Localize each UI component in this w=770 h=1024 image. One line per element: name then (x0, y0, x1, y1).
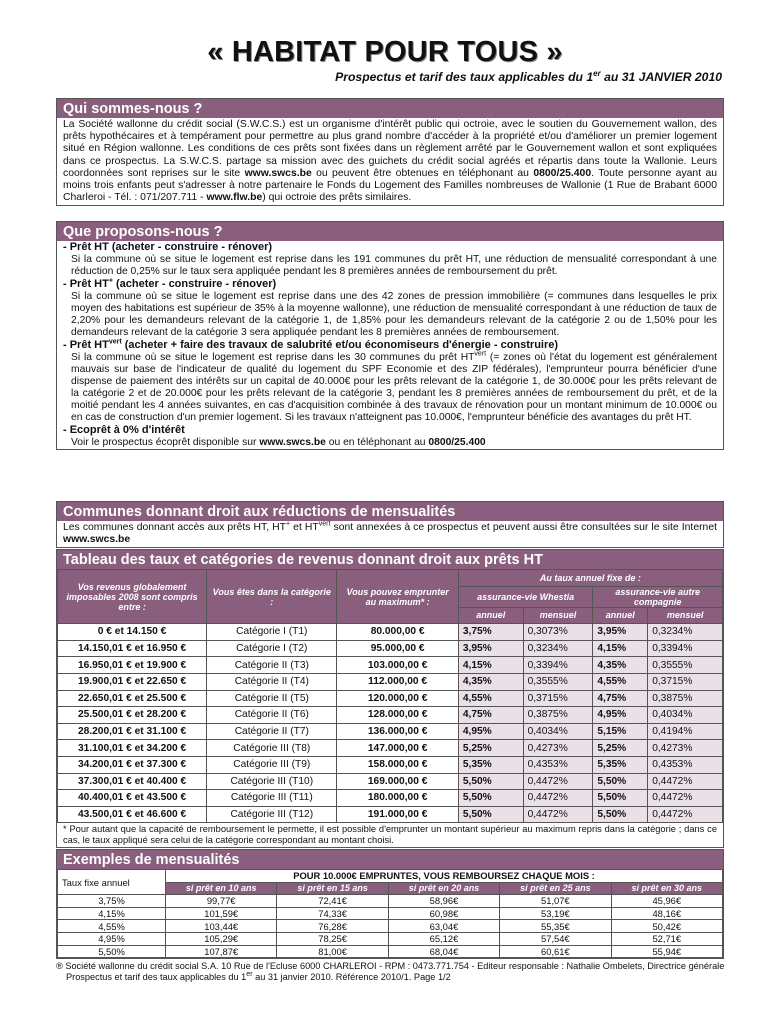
table-cell: 50,42€ (611, 920, 722, 933)
table-cell: 68,04€ (388, 945, 499, 958)
table-cell: 0,3555% (523, 673, 593, 690)
section-tableau (56, 549, 724, 848)
table-cell: 0,3555% (648, 657, 723, 674)
col-taux-fixe: Taux fixe annuel (58, 870, 166, 895)
table-cell: 0,4353% (648, 756, 723, 773)
footer (56, 961, 736, 983)
col-duration: si prêt en 10 ans (166, 882, 277, 895)
footer-line: Prospectus et tarif des taux applicables du 1er au 31 janvier 2010. Référence 2010/1. Page 1/2 (66, 970, 451, 982)
page-title: « HABITAT POUR TOUS » (207, 36, 563, 68)
table-cell: 0,3073% (523, 624, 593, 641)
col-mensuel: mensuel (648, 607, 723, 624)
section-heading: Qui sommes-nous ? (57, 99, 723, 118)
table-cell: 80.000,00 € (337, 624, 458, 641)
table-cell: 3,95% (593, 624, 648, 641)
table-row (58, 895, 723, 908)
table-cell: Catégorie I (T1) (207, 624, 337, 641)
item-title-ht: - Prêt HT (acheter - construire - rénover) (63, 241, 273, 253)
table-cell: 4,55% (458, 690, 523, 707)
table-cell: 4,55% (593, 673, 648, 690)
table-cell: 5,25% (593, 740, 648, 757)
table-cell: 51,07€ (500, 895, 611, 908)
table-cell: 5,50% (593, 806, 648, 823)
table-cell: 43.500,01 € et 46.600 € (58, 806, 207, 823)
table-cell: Catégorie II (T3) (207, 657, 337, 674)
table-row (58, 740, 723, 757)
table-cell: 3,75% (58, 895, 166, 908)
table-cell: Catégorie III (T12) (207, 806, 337, 823)
table-cell: 103,44€ (166, 920, 277, 933)
section-communes (56, 501, 724, 548)
table-cell: 28.200,01 € et 31.100 € (58, 723, 207, 740)
table-cell: 5,50% (593, 790, 648, 807)
item-title-htvert: - Prêt $HT^{vert}$ (acheter + faire des travaux de salubrité et/ou économiseurs d'énergie - construire) (63, 338, 559, 351)
table-cell: 14.150,01 € et 16.950 € (58, 640, 207, 657)
table-cell: 5,50% (458, 790, 523, 807)
table-row (58, 790, 723, 807)
item-body-htvert: Si la commune où se situe le logement est reprise dans les 30 communes du prêt $HT^{vert}$ (= zones où l'état du logement est généralement mauvais sur base de l'indicateur de qualité du logement du SPF Economie et des ZIP fédérales), l'emprunteur pourra bénéficier d'une dispense de paiement des intérêts sur un capital de 40.000€ pour les prêts relevant de la catégorie 1, de 30.000€ pour les prêts relevant de la catégorie 2 et de 20.000€ pour les prêts relevant de la catégorie 3, pendant les 8 premières années de remboursement du prêt, et de la moitié pendant les 4 années suivantes, en cas d'acquisition combinée à des travaux de rénovation pour un montant minimum de 10.000€ ou en cas de construction d'un premier logement. Si les travaux n'atteignent pas 10.000€, l'emprunteur bénéficie des avantages du prêt HT. (71, 350, 717, 423)
col-duration: si prêt en 15 ans (277, 882, 388, 895)
table-cell: 81,00€ (277, 945, 388, 958)
col-annuel: annuel (458, 607, 523, 624)
table-cell: 63,04€ (388, 920, 499, 933)
table-cell: 0,4034% (648, 707, 723, 724)
item-body-ht: Si la commune où se situe le logement est reprise dans les 191 communes du prêt HT, une réduction de mensualité correspondant à une réduction de 0,25% sur le taux sera appliquée pendant les 8 premières années de remboursement du prêt. (71, 254, 717, 277)
table-cell: 5,15% (593, 723, 648, 740)
table-cell: 0,3234% (523, 640, 593, 657)
table-cell: 25.500,01 € et 28.200 € (58, 707, 207, 724)
col-whestia: assurance-vie Whestia (458, 586, 593, 607)
examples-table (57, 869, 723, 958)
page-subtitle: Prospectus et tarif des taux applicables du 1er au 31 JANVIER 2010 (335, 68, 722, 84)
table-cell: 4,35% (593, 657, 648, 674)
table-cell: 180.000,00 € (337, 790, 458, 807)
table-cell: 0,4194% (648, 723, 723, 740)
table-cell: 4,35% (458, 673, 523, 690)
table-cell: 60,61€ (500, 945, 611, 958)
table-cell: 120.000,00 € (337, 690, 458, 707)
table-cell: 5,50% (58, 945, 166, 958)
table-cell: 4,15% (58, 907, 166, 920)
tableau-note: * Pour autant que la capacité de remboursement le permette, il est possible d'emprunter un montant supérieur au maximum repris dans la catégorie ; dans ce cas, le taux appliqué sera celui de la catégorie correspondant au montant choisi. (63, 824, 717, 845)
table-cell: 4,75% (593, 690, 648, 707)
table-cell: 19.900,01 € et 22.650 € (58, 673, 207, 690)
table-cell: 191.000,00 € (337, 806, 458, 823)
table-cell: 0,3715% (523, 690, 593, 707)
table-row (58, 723, 723, 740)
col-autre: assurance-vie autre compagnie (593, 586, 723, 607)
section-heading: Exemples de mensualités (57, 850, 723, 869)
table-row (58, 640, 723, 657)
table-cell: Catégorie II (T5) (207, 690, 337, 707)
table-cell: 57,54€ (500, 932, 611, 945)
table-cell: 4,95% (458, 723, 523, 740)
item-title-ecopret: - Ecoprêt à 0% d'intérêt (63, 424, 185, 436)
table-cell: 0,4353% (523, 756, 593, 773)
table-cell: 5,25% (458, 740, 523, 757)
table-cell: Catégorie III (T11) (207, 790, 337, 807)
table-row (58, 773, 723, 790)
table-cell: 34.200,01 € et 37.300 € (58, 756, 207, 773)
table-cell: 103.000,00 € (337, 657, 458, 674)
section-exemples (56, 849, 724, 959)
col-main: POUR 10.000€ EMPRUNTES, VOUS REMBOURSEZ CHAQUE MOIS : (166, 870, 723, 883)
table-cell: 158.000,00 € (337, 756, 458, 773)
table-cell: 0,4472% (523, 773, 593, 790)
table-cell: 0,4034% (523, 723, 593, 740)
table-row (58, 624, 723, 641)
table-cell: 5,50% (593, 773, 648, 790)
table-cell: 5,35% (458, 756, 523, 773)
table-cell: 58,96€ (388, 895, 499, 908)
table-cell: 0 € et 14.150 € (58, 624, 207, 641)
col-taux: Au taux annuel fixe de : (458, 570, 722, 587)
table-cell: Catégorie I (T2) (207, 640, 337, 657)
table-cell: 78,25€ (277, 932, 388, 945)
table-cell: 4,15% (458, 657, 523, 674)
table-cell: 0,4472% (648, 773, 723, 790)
table-cell: 48,16€ (611, 907, 722, 920)
table-cell: 72,41€ (277, 895, 388, 908)
table-cell: 147.000,00 € (337, 740, 458, 757)
table-cell: 3,95% (458, 640, 523, 657)
table-cell: Catégorie III (T8) (207, 740, 337, 757)
table-cell: 4,15% (593, 640, 648, 657)
table-cell: 99,77€ (166, 895, 277, 908)
qui-paragraph: La Société wallonne du crédit social (S.W.C.S.) est un organisme d'intérêt public qui octroie, avec le soutien du Gouvernement wallon, des prêts hypothécaires et à tempérament pour permettre au plus grand nombre d'accéder à la propriété et/ou d'améliorer un premier logement situé en Région wallonne. Les conditions de ces prêts sont fixées dans un règlement arrêté par le Gouvernement wallon et sont expliquées dans ce prospectus. La S.W.C.S. partage sa mission avec des guichets du crédit social agréés et répartis dans toute la Wallonie. Leurs coordonnées sont reprises sur le site www.swcs.be ou peuvent être obtenues en téléphonant au 0800/25.400. Toute personne ayant au moins trois enfants peut s'adresser à notre partenaire le Fonds du Logement des Familles nombreuses de Wallonie (1 Rue de Brabant 6000 Charleroi - Tél. : 071/207.711 - www.flw.be) qui octroie des prêts similaires. (63, 119, 718, 204)
table-cell: 0,3715% (648, 673, 723, 690)
table-cell: 4,95% (58, 932, 166, 945)
table-cell: 4,55% (58, 920, 166, 933)
table-cell: 53,19€ (500, 907, 611, 920)
table-cell: 0,4273% (648, 740, 723, 757)
table-cell: 105,29€ (166, 932, 277, 945)
table-cell: 0,3875% (523, 707, 593, 724)
table-cell: 5,50% (458, 806, 523, 823)
table-cell: 0,4472% (523, 806, 593, 823)
table-cell: 4,75% (458, 707, 523, 724)
table-row (58, 657, 723, 674)
table-cell: 128.000,00 € (337, 707, 458, 724)
item-body-htplus: Si la commune où se situe le logement est reprise dans une des 42 zones de pression immobilière (= communes dans lesquelles le prix moyen des habitations est supérieur de 35% à la moyenne wallonne), une réduction de mensualité correspondant à une réduction de taux de 2,20% pour les demandeurs relevant de la catégorie 1, de 1,85% pour les demandeurs relevant de la catégorie 2 ou de 1,50% pour les demandeurs relevant de la catégorie 3 sera appliquée pendant les 8 premières années de remboursement. (71, 291, 717, 338)
table-cell: Catégorie II (T4) (207, 673, 337, 690)
col-annuel: annuel (593, 607, 648, 624)
table-cell: 45,96€ (611, 895, 722, 908)
table-cell: 0,3875% (648, 690, 723, 707)
col-duration: si prêt en 20 ans (388, 882, 499, 895)
table-row (58, 806, 723, 823)
table-cell: 95.000,00 € (337, 640, 458, 657)
table-row (58, 707, 723, 724)
table-cell: Catégorie II (T6) (207, 707, 337, 724)
table-cell: 52,71€ (611, 932, 722, 945)
table-row (58, 756, 723, 773)
communes-paragraph: Les communes donnant accès aux prêts HT, HT+ et $HT^{vert}$ sont annexées à ce prospectus et peuvent aussi être consultées sur le site Internet www.swcs.be (63, 520, 718, 546)
table-row (58, 920, 723, 933)
table-cell: 60,98€ (388, 907, 499, 920)
section-qui (56, 98, 724, 206)
table-row (58, 945, 723, 958)
table-cell: Catégorie II (T7) (207, 723, 337, 740)
item-body-ecopret: Voir le prospectus écoprêt disponible sur www.swcs.be ou en téléphonant au 0800/25.400 (71, 437, 486, 448)
col-duration: si prêt en 30 ans (611, 882, 722, 895)
table-cell: 0,3394% (523, 657, 593, 674)
item-title-htplus: - Prêt HT+ (acheter - construire - rénover) (63, 277, 277, 290)
table-cell: 55,94€ (611, 945, 722, 958)
table-row (58, 690, 723, 707)
section-heading: Communes donnant droit aux réductions de mensualités (57, 502, 723, 521)
section-heading: Tableau des taux et catégories de revenus donnant droit aux prêts HT (57, 550, 723, 569)
table-row (58, 907, 723, 920)
table-cell: 0,3394% (648, 640, 723, 657)
col-duration: si prêt en 25 ans (500, 882, 611, 895)
table-cell: 0,4273% (523, 740, 593, 757)
table-cell: 37.300,01 € et 40.400 € (58, 773, 207, 790)
table-cell: 5,35% (593, 756, 648, 773)
table-cell: 169.000,00 € (337, 773, 458, 790)
table-cell: 0,4472% (523, 790, 593, 807)
table-cell: Catégorie III (T10) (207, 773, 337, 790)
table-cell: 107,87€ (166, 945, 277, 958)
table-row (58, 673, 723, 690)
footer-line: ® Société wallonne du crédit social S.A. 10 Rue de l'Ecluse 6000 CHARLEROI - RPM : 0473.771.754 - Editeur responsable : Nathalie Ombelets, Directrice générale (56, 961, 725, 971)
table-cell: 74,33€ (277, 907, 388, 920)
table-cell: 31.100,01 € et 34.200 € (58, 740, 207, 757)
rates-table (57, 569, 723, 823)
col-revenus: Vos revenus globalement imposables 2008 sont compris entre : (58, 570, 207, 624)
table-row (58, 932, 723, 945)
section-heading: Que proposons-nous ? (57, 222, 723, 241)
table-cell: 55,35€ (500, 920, 611, 933)
col-mensuel: mensuel (523, 607, 593, 624)
table-cell: 112.000,00 € (337, 673, 458, 690)
table-cell: 40.400,01 € et 43.500 € (58, 790, 207, 807)
section-que (56, 221, 724, 450)
table-cell: 76,28€ (277, 920, 388, 933)
table-cell: 65,12€ (388, 932, 499, 945)
table-cell: 0,4472% (648, 806, 723, 823)
table-cell: 101,59€ (166, 907, 277, 920)
table-cell: 22.650,01 € et 25.500 € (58, 690, 207, 707)
table-cell: 136.000,00 € (337, 723, 458, 740)
table-cell: 3,75% (458, 624, 523, 641)
table-cell: 5,50% (458, 773, 523, 790)
table-cell: 0,3234% (648, 624, 723, 641)
table-cell: 4,95% (593, 707, 648, 724)
table-cell: 16.950,01 € et 19.900 € (58, 657, 207, 674)
col-categorie: Vous êtes dans la catégorie : (207, 570, 337, 624)
col-emprunter: Vous pouvez emprunter au maximum* : (337, 570, 458, 624)
table-cell: 0,4472% (648, 790, 723, 807)
table-cell: Catégorie III (T9) (207, 756, 337, 773)
